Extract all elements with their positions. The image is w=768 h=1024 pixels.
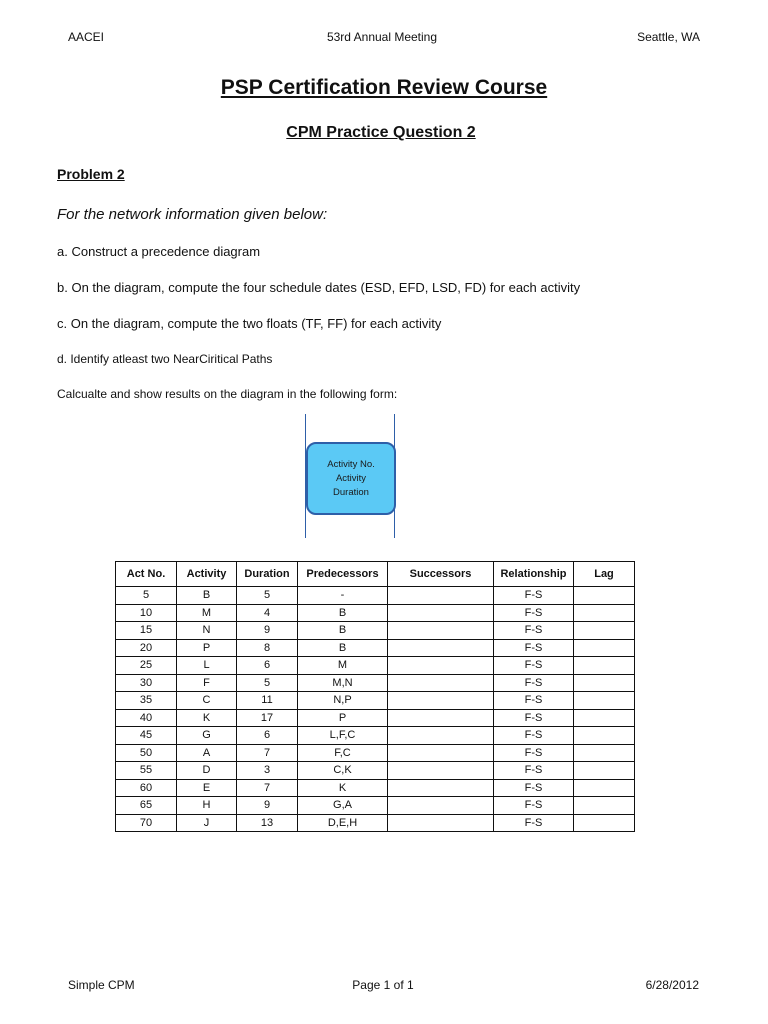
table-row	[116, 639, 635, 657]
instruction-d: d. Identify atleast two NearCiritical Paths	[57, 352, 273, 366]
table-row	[116, 779, 635, 797]
duration-cell: 7	[237, 744, 298, 762]
col-duration: Duration	[237, 562, 298, 587]
table-row	[116, 674, 635, 692]
lag-cell	[574, 587, 635, 605]
successors-cell	[388, 797, 494, 815]
relationship-cell: F-S	[494, 709, 574, 727]
predecessors-cell: D,E,H	[298, 814, 388, 832]
duration-cell: 5	[237, 674, 298, 692]
table-row	[116, 797, 635, 815]
lag-cell	[574, 657, 635, 675]
table-row	[116, 727, 635, 745]
lag-cell	[574, 727, 635, 745]
header-location: Seattle, WA	[637, 30, 700, 44]
activity-cell: D	[177, 762, 237, 780]
activity-cell: L	[177, 657, 237, 675]
footer-page: Page 1 of 1	[352, 978, 414, 992]
activity-table	[115, 561, 635, 832]
legend-line-1: Activity No.	[327, 458, 375, 470]
act-no-cell: 65	[116, 797, 177, 815]
predecessors-cell: -	[298, 587, 388, 605]
act-no-cell: 20	[116, 639, 177, 657]
act-no-cell: 45	[116, 727, 177, 745]
lag-cell	[574, 814, 635, 832]
relationship-cell: F-S	[494, 639, 574, 657]
duration-cell: 6	[237, 657, 298, 675]
relationship-cell: F-S	[494, 797, 574, 815]
relationship-cell: F-S	[494, 604, 574, 622]
act-no-cell: 55	[116, 762, 177, 780]
successors-cell	[388, 762, 494, 780]
act-no-cell: 15	[116, 622, 177, 640]
act-no-cell: 40	[116, 709, 177, 727]
successors-cell	[388, 779, 494, 797]
successors-cell	[388, 587, 494, 605]
predecessors-cell: B	[298, 622, 388, 640]
activity-cell: C	[177, 692, 237, 710]
lag-cell	[574, 692, 635, 710]
duration-cell: 13	[237, 814, 298, 832]
table-row	[116, 814, 635, 832]
relationship-cell: F-S	[494, 657, 574, 675]
lag-cell	[574, 762, 635, 780]
col-lag: Lag	[574, 562, 635, 587]
predecessors-cell: K	[298, 779, 388, 797]
predecessors-cell: B	[298, 639, 388, 657]
relationship-cell: F-S	[494, 744, 574, 762]
predecessors-cell: N,P	[298, 692, 388, 710]
lag-cell	[574, 797, 635, 815]
lag-cell	[574, 709, 635, 727]
lag-cell	[574, 779, 635, 797]
table-row	[116, 692, 635, 710]
successors-cell	[388, 692, 494, 710]
predecessors-cell: C,K	[298, 762, 388, 780]
relationship-cell: F-S	[494, 727, 574, 745]
relationship-cell: F-S	[494, 762, 574, 780]
duration-cell: 9	[237, 622, 298, 640]
table-row	[116, 587, 635, 605]
table-row	[116, 622, 635, 640]
activity-cell: F	[177, 674, 237, 692]
legend-activity-box	[306, 442, 396, 515]
intro-text: For the network information given below:	[57, 206, 328, 223]
successors-cell	[388, 744, 494, 762]
activity-cell: P	[177, 639, 237, 657]
activity-cell: A	[177, 744, 237, 762]
act-no-cell: 10	[116, 604, 177, 622]
act-no-cell: 25	[116, 657, 177, 675]
duration-cell: 6	[237, 727, 298, 745]
legend-line-2: Activity	[335, 472, 367, 484]
successors-cell	[388, 674, 494, 692]
header-org: AACEI	[68, 30, 105, 44]
duration-cell: 17	[237, 709, 298, 727]
act-no-cell: 35	[116, 692, 177, 710]
successors-cell	[388, 814, 494, 832]
instruction-a: a. Construct a precedence diagram	[57, 244, 261, 259]
act-no-cell: 60	[116, 779, 177, 797]
predecessors-cell: P	[298, 709, 388, 727]
activity-cell: N	[177, 622, 237, 640]
lag-cell	[574, 744, 635, 762]
legend-line-3: Duration	[333, 486, 369, 498]
successors-cell	[388, 709, 494, 727]
duration-cell: 8	[237, 639, 298, 657]
act-no-cell: 50	[116, 744, 177, 762]
predecessors-cell: F,C	[298, 744, 388, 762]
act-no-cell: 5	[116, 587, 177, 605]
header-meeting: 53rd Annual Meeting	[326, 30, 438, 44]
activity-cell: M	[177, 604, 237, 622]
successors-cell	[388, 622, 494, 640]
activity-cell: B	[177, 587, 237, 605]
relationship-cell: F-S	[494, 692, 574, 710]
predecessors-cell: B	[298, 604, 388, 622]
activity-cell: J	[177, 814, 237, 832]
page-title: PSP Certification Review Course	[220, 76, 548, 99]
col-relationship: Relationship	[494, 562, 574, 587]
problem-label: Problem 2	[57, 166, 125, 182]
activity-cell: K	[177, 709, 237, 727]
duration-cell: 9	[237, 797, 298, 815]
footer-date: 6/28/2012	[645, 978, 699, 992]
duration-cell: 4	[237, 604, 298, 622]
duration-cell: 11	[237, 692, 298, 710]
lag-cell	[574, 604, 635, 622]
instruction-c: c. On the diagram, compute the two floats (TF, FF) for each activity	[57, 316, 442, 331]
table-header-row	[116, 562, 635, 587]
table-row	[116, 709, 635, 727]
duration-cell: 7	[237, 779, 298, 797]
instruction-b: b. On the diagram, compute the four schedule dates (ESD, EFD, LSD, FD) for each activity	[57, 280, 581, 295]
relationship-cell: F-S	[494, 674, 574, 692]
act-no-cell: 70	[116, 814, 177, 832]
predecessors-cell: M	[298, 657, 388, 675]
lag-cell	[574, 639, 635, 657]
page-subtitle: CPM Practice Question 2	[286, 124, 476, 141]
activity-cell: E	[177, 779, 237, 797]
act-no-cell: 30	[116, 674, 177, 692]
table-row	[116, 744, 635, 762]
predecessors-cell: L,F,C	[298, 727, 388, 745]
duration-cell: 5	[237, 587, 298, 605]
col-successors: Successors	[388, 562, 494, 587]
activity-cell: G	[177, 727, 237, 745]
relationship-cell: F-S	[494, 779, 574, 797]
lag-cell	[574, 674, 635, 692]
predecessors-cell: M,N	[298, 674, 388, 692]
successors-cell	[388, 727, 494, 745]
successors-cell	[388, 604, 494, 622]
activity-cell: H	[177, 797, 237, 815]
table-row	[116, 604, 635, 622]
successors-cell	[388, 639, 494, 657]
relationship-cell: F-S	[494, 622, 574, 640]
instruction-calc: Calcualte and show results on the diagram in the following form:	[57, 387, 398, 401]
table-row	[116, 657, 635, 675]
relationship-cell: F-S	[494, 587, 574, 605]
predecessors-cell: G,A	[298, 797, 388, 815]
successors-cell	[388, 657, 494, 675]
duration-cell: 3	[237, 762, 298, 780]
relationship-cell: F-S	[494, 814, 574, 832]
col-activity: Activity	[177, 562, 237, 587]
footer-doc-name: Simple CPM	[68, 978, 135, 992]
table-row	[116, 762, 635, 780]
col-act-no: Act No.	[116, 562, 177, 587]
lag-cell	[574, 622, 635, 640]
col-predecessors: Predecessors	[298, 562, 388, 587]
